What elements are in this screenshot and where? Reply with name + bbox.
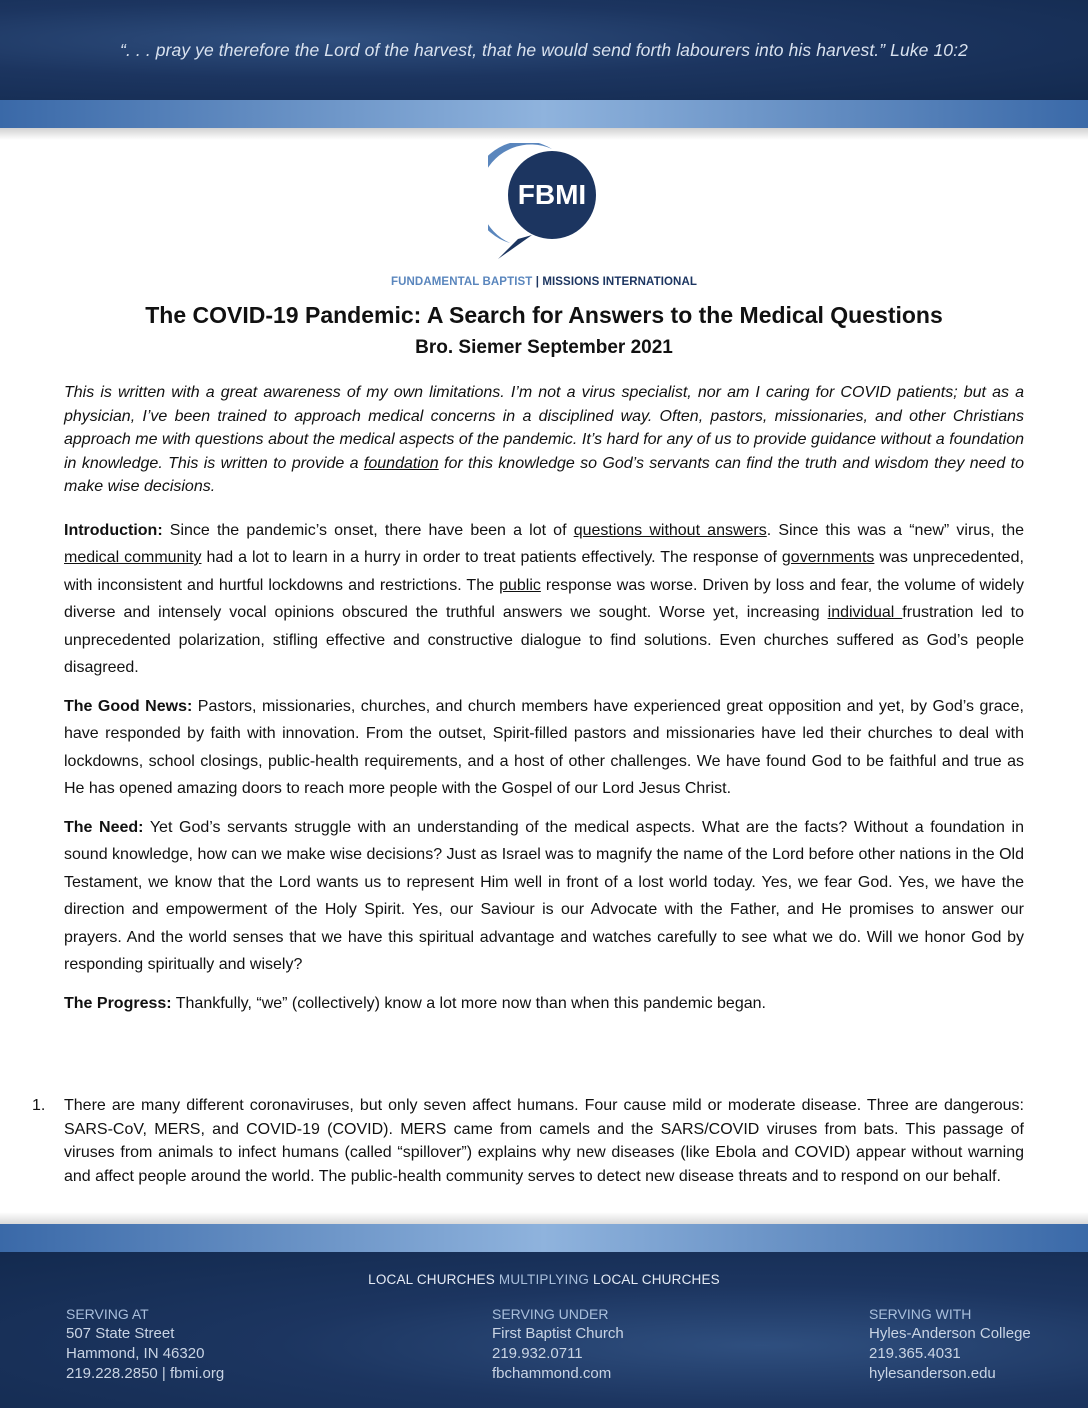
- org-name: [0, 276, 1088, 288]
- introduction-text: frustration led to unprecedented polarization, stifling effective and constructive dialogue to find solutions. Even churches suffered as God’s people disagreed.: [64, 604, 1025, 676]
- footer-serving-with: [869, 1304, 1031, 1384]
- need-text: Yet God’s servants struggle with an understanding of the medical aspects. What are the facts? Without a foundation in sound knowledge, how can we make wise decisions? Just as Israel was to magnify the name of the Lord before other nations in the Old Testament, we know that the Lord wants us to represent Him well in front of a lost world today. Yes, we fear God. Yes, we have the direction and empowerment of the Holy Spirit. Yes, our Saviour is our Advocate with the Father, and He promises to answer our prayers. And the world senses that we have this spiritual advantage and watches carefully to see what we do. Will we honor God by responding spiritually and wisely?: [64, 818, 1025, 973]
- footer-band: [0, 1224, 1088, 1252]
- preface-paragraph: [64, 381, 1024, 499]
- serving-at-address: 507 State Street: [66, 1325, 175, 1342]
- good-news-paragraph: [64, 693, 1024, 803]
- serving-with-phone: 219.365.4031: [869, 1345, 961, 1362]
- introduction-text: Since the pandemic’s onset, there have been a lot of: [162, 521, 574, 539]
- introduction-underlined: governments: [781, 549, 875, 566]
- footer-serving-at: [66, 1304, 224, 1384]
- need-label: The Need:: [64, 818, 144, 836]
- progress-label: The Progress:: [64, 994, 172, 1012]
- introduction-text: . Since this was a “new” virus, the: [766, 521, 1025, 539]
- introduction-text: response was worse. Driven by loss and fear, the volume of widely diverse and intensely vocal opinions obscured the truthful answers we sought. Worse yet, increasing: [64, 576, 1025, 621]
- tagline-part: LOCAL CHURCHES: [589, 1272, 720, 1287]
- header-banner: [0, 0, 1088, 100]
- introduction-underlined: questions without answers: [573, 521, 767, 539]
- logo-text: FBMI: [517, 179, 587, 210]
- article-title: The COVID-19 Pandemic: A Search for Answers to the Medical Questions: [145, 302, 943, 328]
- serving-under-website[interactable]: fbchammond.com: [492, 1365, 612, 1382]
- preface-text-2: for this knowledge so God’s servants can find the truth and wisdom they need to make wise decisions.: [64, 454, 1024, 495]
- serving-at-contact[interactable]: 219.228.2850 | fbmi.org: [66, 1365, 225, 1382]
- serving-with-heading: SERVING WITH: [869, 1306, 972, 1322]
- article-byline: Bro. Siemer September 2021: [415, 337, 673, 358]
- tagline-part: MULTIPLYING: [498, 1272, 590, 1287]
- serving-under-phone: 219.932.0711: [492, 1345, 583, 1362]
- org-name-part2: MISSIONS INTERNATIONAL: [542, 276, 697, 288]
- introduction-underlined: public: [499, 576, 541, 594]
- good-news-text: Pastors, missionaries, churches, and church members have experienced great opposition and yet, by God’s grace, have responded by faith with innovation. From the outset, Spirit-filled pastors and missionaries have led their churches to deal with lockdowns, school closings, public-health requirements, and a host of other challenges. We have found God to be faithful and true as He has opened amazing doors to reach more people with the Gospel of our Lord Jesus Christ.: [64, 697, 1024, 797]
- introduction-text: had a lot to learn in a hurry in order to treat patients effectively. The response of: [201, 549, 782, 566]
- introduction-paragraph: [64, 517, 1024, 682]
- serving-with-name: Hyles-Anderson College: [869, 1325, 1031, 1342]
- preface-text-1: This is written with a great awareness of my own limitations. I’m not a virus specialist, nor am I caring for COVID patients; but as a physician, I’ve been trained to approach medical concerns in a disciplined way. Often, pastors, missionaries, and other Christians approach me with questions about the medical aspects of the pandemic. It’s hard for any of us to provide guidance without a foundation in knowledge. This is written to provide a: [64, 384, 1024, 472]
- org-name-part1: FUNDAMENTAL BAPTIST: [391, 276, 533, 288]
- good-news-label: The Good News:: [64, 697, 193, 715]
- introduction-text: was unprecedented, with inconsistent and hurtful lockdowns and restrictions. The: [64, 549, 1025, 594]
- serving-at-heading: SERVING AT: [66, 1306, 149, 1322]
- need-paragraph: [64, 814, 1024, 979]
- numbered-point: [32, 1094, 1024, 1188]
- introduction-underlined: medical community: [64, 549, 202, 566]
- serving-under-name: First Baptist Church: [492, 1325, 624, 1342]
- footer-banner: [0, 1252, 1088, 1408]
- header-quote: “. . . pray ye therefore the Lord of the harvest, that he would send forth labourers into his harvest.” Luke 10:2: [120, 40, 968, 60]
- footer-shadow: [0, 1212, 1088, 1224]
- progress-paragraph: [64, 990, 1024, 1018]
- progress-text: Thankfully, “we” (collectively) know a lot more now than when this pandemic began.: [171, 994, 766, 1012]
- serving-with-website[interactable]: hylesanderson.edu: [869, 1365, 996, 1382]
- tagline-part: LOCAL CHURCHES: [368, 1272, 499, 1287]
- footer-serving-under: [492, 1304, 624, 1384]
- footer-tagline: [0, 1272, 1088, 1287]
- serving-at-city: Hammond, IN 46320: [66, 1345, 205, 1362]
- introduction-label: Introduction:: [64, 521, 163, 539]
- point-text: There are many different coronaviruses, but only seven affect humans. Four cause mild or moderate disease. Three are dangerous: SARS-CoV, MERS, and COVID-19 (COVID). MERS came from camels and the SARS/COVID viruses from bats. This passage of viruses from animals to infect humans (called “spillover”) explains why new diseases (like Ebola and COVID) appear without warning and affect people around the world. The public-health community serves to detect new disease threats and to respond on our behalf.: [64, 1097, 1024, 1185]
- org-name-separator: |: [535, 276, 540, 288]
- article-body: [64, 381, 1024, 1028]
- point-number: 1.: [32, 1097, 46, 1114]
- header-band: [0, 100, 1088, 128]
- header-shadow: [0, 128, 1088, 140]
- introduction-underlined: individual: [827, 604, 903, 621]
- fbmi-logo-icon: [488, 143, 600, 261]
- preface-underlined: foundation: [363, 454, 439, 472]
- serving-under-heading: SERVING UNDER: [492, 1306, 609, 1322]
